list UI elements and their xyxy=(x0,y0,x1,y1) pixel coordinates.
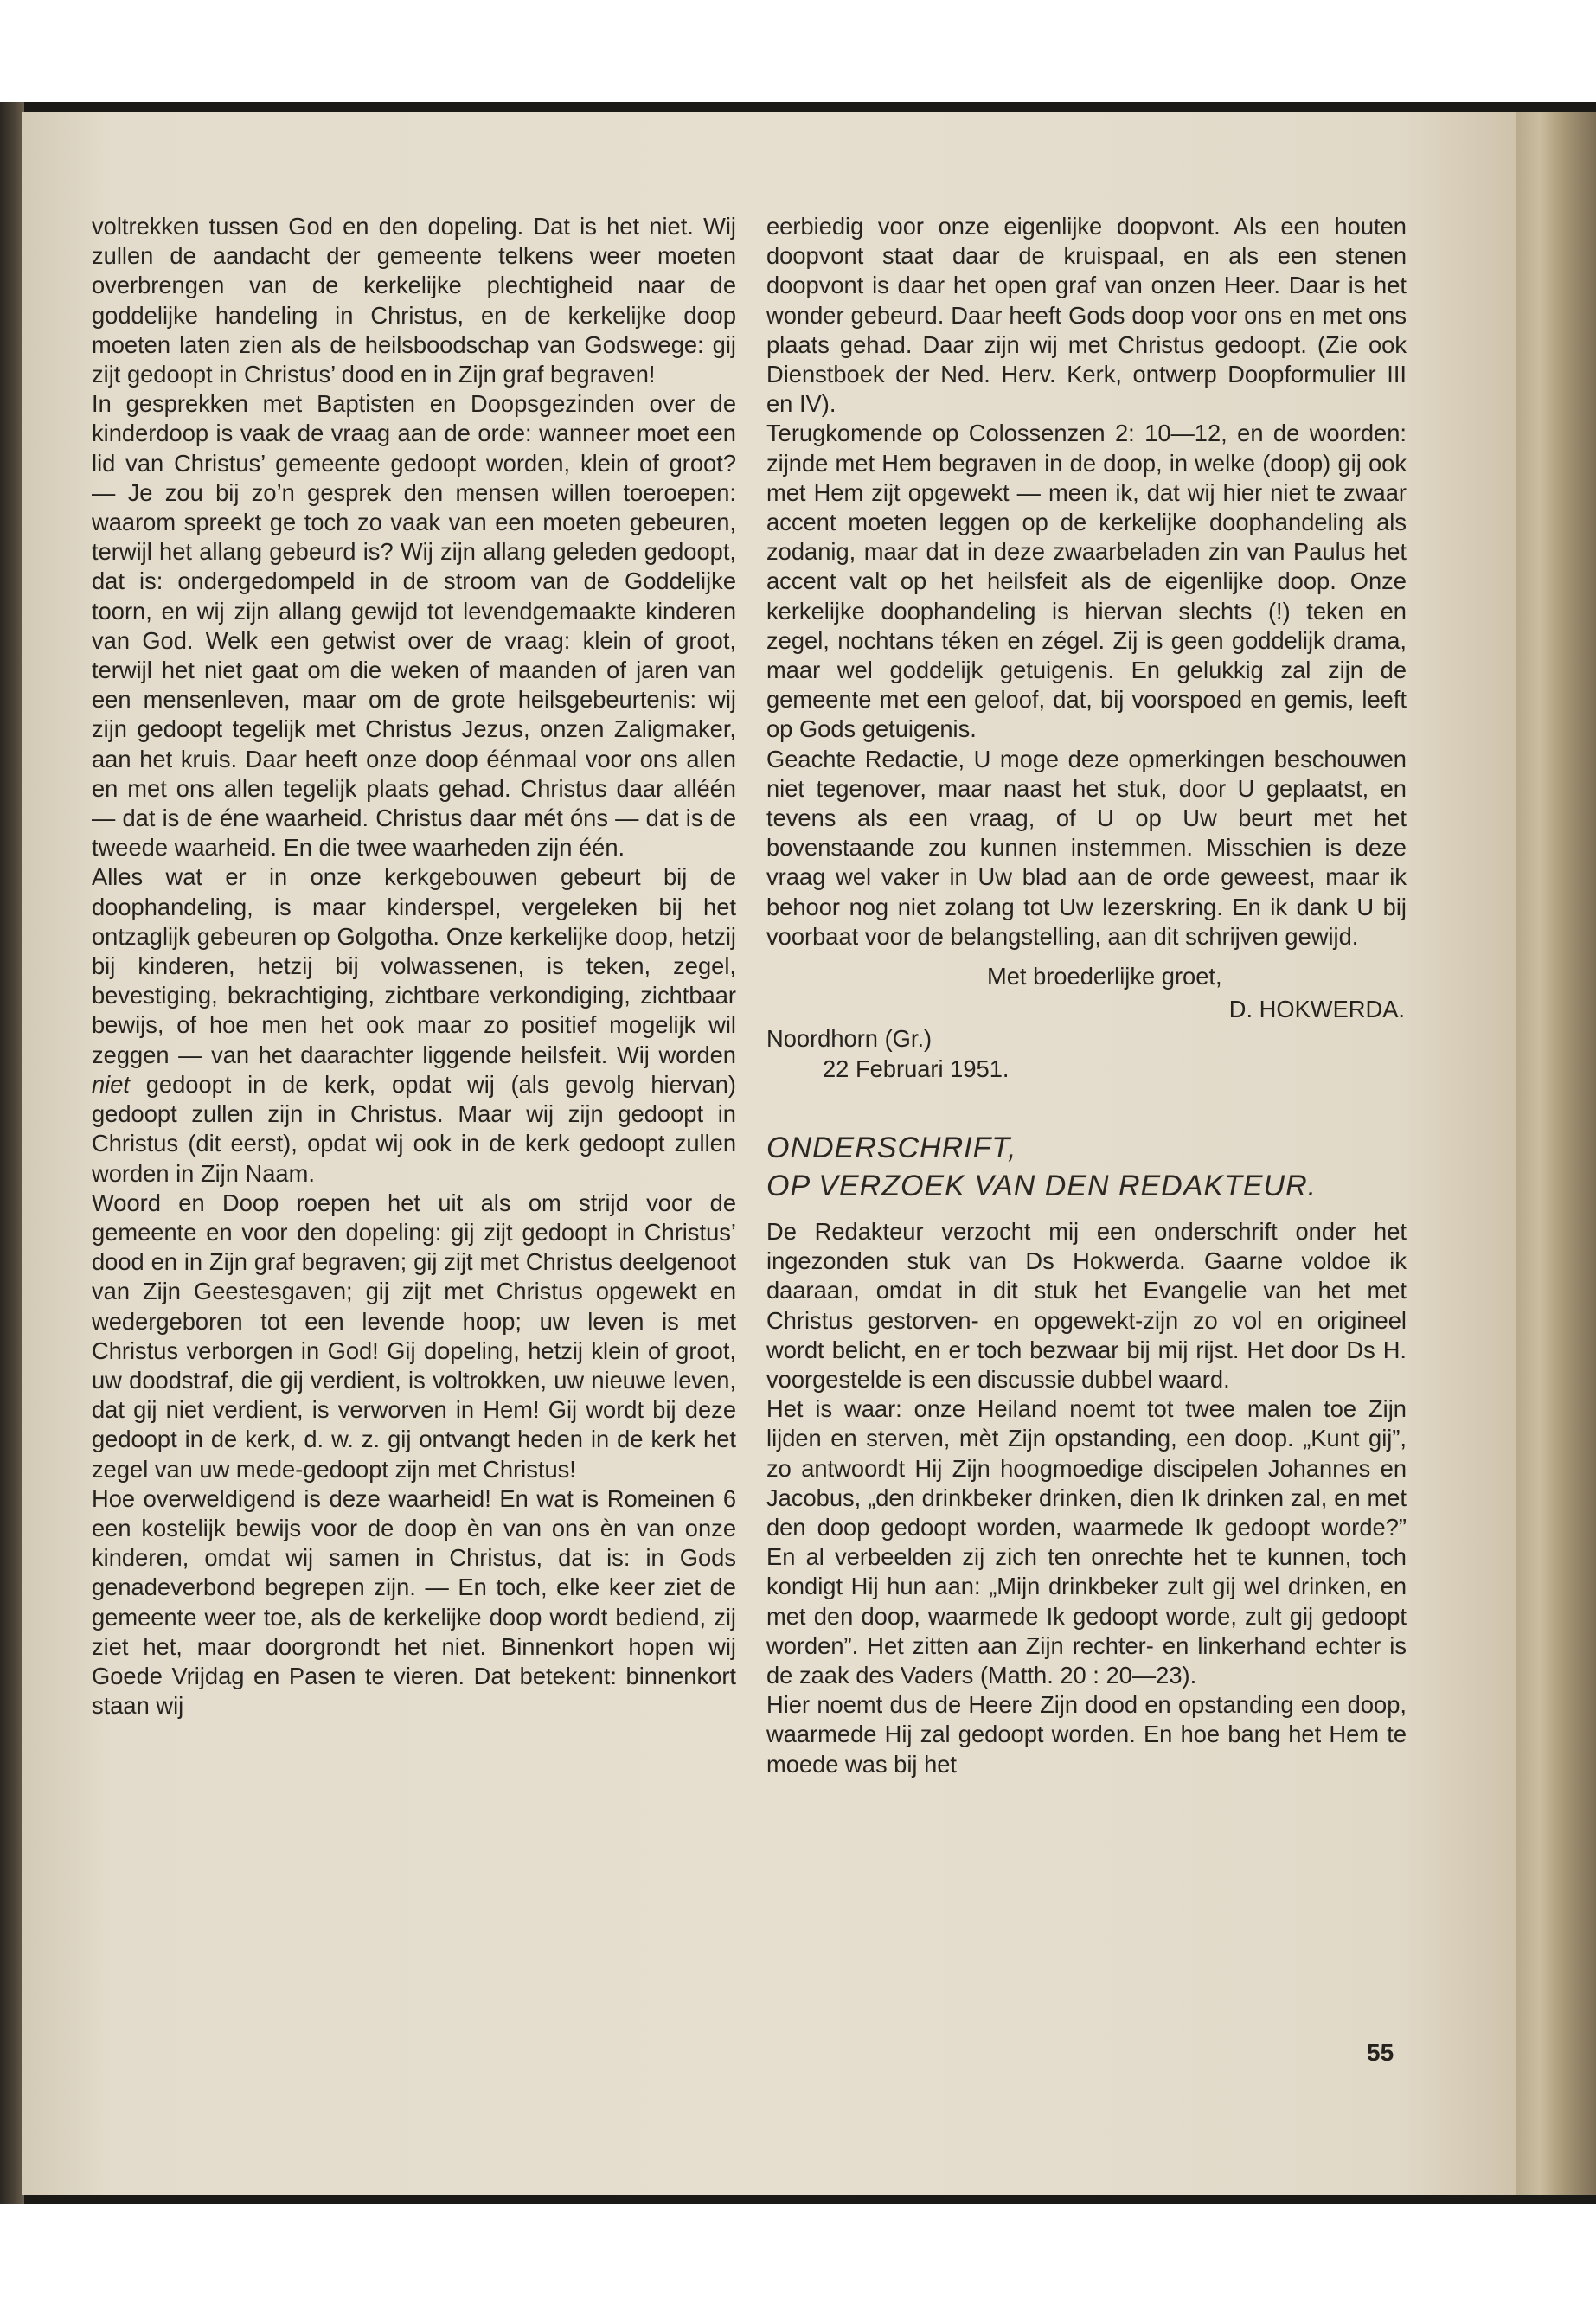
greeting: Met broederlijke groet, xyxy=(987,963,1222,990)
paragraph: Terugkomende op Colossenzen 2: 10—12, en de woorden: zijnde met Hem begraven in de doop, in welke (doop) gij ook met Hem zijt opgewekt — meen ik, dat wij hier niet te zwaar accent moeten leggen op de kerkelijke doophandeling als zodanig, maar dat in deze zwaarbeladen zin van Paulus het accent valt op het heilsfeit als de eigenlijke doop. Onze kerkelijke doophandeling is hiervan slechts (!) teken en zegel, nochtans téken en zégel. Zij is geen goddelijk drama, maar wel goddelijk getuigenis. En gelukkig zal zijn de gemeente met een geloof, dat, bij voorspoed en gemis, leeft op Gods getuigenis. xyxy=(766,420,1407,743)
emphasis-word: niet xyxy=(92,1070,131,1098)
paragraph: De Redakteur verzocht mij een onderschrift onder het ingezonden stuk van Ds Hokwerda. Gaarne voldoe ik daaraan, omdat in dit stuk het Evangelie van het met Christus gestorven- en opgewekt-zijn zo vol en origineel wordt belicht, en er toch bezwaar bij mij rijst. Het door Ds H. voorgestelde is een discussie dubbel waard. xyxy=(766,1217,1407,1393)
left-column xyxy=(92,212,736,1721)
page-number: 55 xyxy=(1367,2039,1394,2066)
paragraph: Het is waar: onze Heiland noemt tot twee malen toe Zijn lijden en sterven, mèt Zijn opstanding, een doop. „Kunt gij”, zo antwoordt Hij Zijn hoogmoedige discipelen Johannes en Jacobus, „den drinkbeker drinken, dien Ik drinken zal, en met den doop gedoopt worden, waarmede Ik gedoopt worde?” En al verbeelden zij zich ten onrechte het te kunnen, toch kondigt Hij hun aan: „Mijn drinkbeker zult gij wel drinken, en met den doop, waarmede Ik gedoopt worde, zult gij gedoopt worden”. Het zitten aan Zijn rechter- en linkerhand echter is de zaak des Vaders (Matth. 20 : 20—23). xyxy=(766,1395,1407,1689)
section-heading-line1: ONDERSCHRIFT, xyxy=(766,1131,1017,1164)
right-column xyxy=(766,212,1407,1779)
paragraph: eerbiedig voor onze eigenlijke doopvont. Als een houten doopvont staat daar de kruispaal, en als een stenen doopvont is daar het open graf van onzen Heer. Daar is het wonder gebeurd. Daar heeft Gods doop voor ons en met ons plaats gehad. Daar zijn wij met Christus gedoopt. (Zie ook Dienstboek der Ned. Herv. Kerk, ontwerp Doopformulier III en IV). xyxy=(766,213,1407,418)
paragraph: Woord en Doop roepen het uit als om strijd voor de gemeente en voor den dopeling: gij zijt gedoopt in Christus’ dood en in Zijn graf begraven; gij zijt met Christus deelgenoot van Zijn Geestesgaven; gij zijt met Christus opgewekt en wedergeboren tot een levende hoop; uw leven is met Christus verborgen in God! Gij dopeling, hetzij klein of groot, uw doodstraf, die gij verdient, is voltrokken, uw nieuwe leven, dat gij niet verdient, is verworven in Hem! Gij wordt bij deze gedoopt in de kerk, d. w. z. gij ontvangt heden in de kerk het zegel van uw mede-gedoopt zijn met Christus! xyxy=(92,1189,736,1483)
signature: D. HOKWERDA. xyxy=(1228,996,1405,1023)
paragraph: voltrekken tussen God en den dopeling. Dat is het niet. Wij zullen de aandacht der gemeente telkens weer moeten overbrengen van de kerkelijke plechtigheid naar de goddelijke handeling in Christus, en de kerkelijke doop moeten laten zien als de heilsboodschap van Godswege: gij zijt gedoopt in Christus’ dood en in Zijn graf begraven! xyxy=(92,213,736,388)
paragraph: Hoe overweldigend is deze waarheid! En wat is Romeinen 6 een kostelijk bewijs voor de doop èn van ons èn van onze kinderen, omdat wij samen in Christus, dat is: in Gods genadeverbond begrepen zijn. — En toch, elke keer ziet de gemeente weer toe, als de kerkelijke doop wordt bediend, zij ziet het, maar doorgrondt het niet. Binnenkort hopen wij Goede Vrijdag en Pasen te vieren. Dat betekent: binnenkort staan wij xyxy=(92,1484,736,1720)
paragraph: In gesprekken met Baptisten en Doopsgezinden over de kinderdoop is vaak de vraag aan de orde: wanneer moet een lid van Christus’ gemeente gedoopt worden, klein of groot? — Je zou bij zo’n gesprek den mensen willen toeroepen: waarom spreekt ge toch zo vaak van een moeten gebeuren, terwijl het allang gebeurd is? Wij zijn allang geleden gedoopt, dat is: ondergedompeld in de stroom van de Goddelijke toorn, en wij zijn allang gewijd tot levendgemaakte kinderen van God. Welk een getwist over de vraag: klein of groot, terwijl het niet gaat om die weken of maanden of jaren van een mensenleven, maar om de grote heilsgebeurtenis: wij zijn gedoopt tegelijk met Christus Jezus, onzen Zaligmaker, aan het kruis. Daar heeft onze doop éénmaal voor ons allen en met ons allen tegelijk plaats gehad. Christus daar alléén — dat is de éne waarheid. Christus daar mét óns — dat is de tweede waarheid. En die twee waarheden zijn één. xyxy=(92,390,736,862)
paragraph: Hier noemt dus de Heere Zijn dood en opstanding een doop, waarmede Hij zal gedoopt worden. En hoe bang het Hem te moede was bij het xyxy=(766,1691,1407,1778)
place: Noordhorn (Gr.) xyxy=(766,1025,933,1053)
section-heading-line2: OP VERZOEK VAN DEN REDAKTEUR. xyxy=(766,1169,1317,1202)
page-edge-stack xyxy=(1516,112,1596,2195)
paragraph-with-emphasis: Alles wat er in onze kerkgebouwen gebeurt bij de doophandeling, is maar kinderspel, vergeleken bij het ontzaglijk gebeuren op Golgotha. Onze kerkelijke doop, hetzij bij kinderen, hetzij bij volwassenen, is teken, zegel, bevestiging, bekrachtiging, zichtbare verkondiging, zichtbaar bewijs, of hoe men het ook maar zo positief mogelijk wil zeggen — van het daarachter liggende heilsfeit. Wij worden niet gedoopt in de kerk, opdat wij (als gevolg hiervan) gedoopt zullen zijn in Christus. Maar wij zijn gedoopt in Christus (dit eerst), opdat wij ook in de kerk gedoopt zullen worden in Zijn Naam. xyxy=(92,863,736,1187)
date: 22 Februari 1951. xyxy=(823,1054,1010,1082)
letter-signoff xyxy=(766,962,1407,1084)
paragraph: Geachte Redactie, U moge deze opmerkingen beschouwen niet tegenover, maar naast het stuk, door U geplaatst, en tevens als een vraag, of U op Uw beurt met het bovenstaande zou kunnen instemmen. Misschien is deze vraag wel vaker in Uw blad aan de orde geweest, maar ik behoor nog niet zolang tot Uw lezerskring. En ik dank U bij voorbaat voor de belangstelling, aan dit schrijven gewijd. xyxy=(766,745,1407,950)
book-spine xyxy=(0,102,24,2204)
